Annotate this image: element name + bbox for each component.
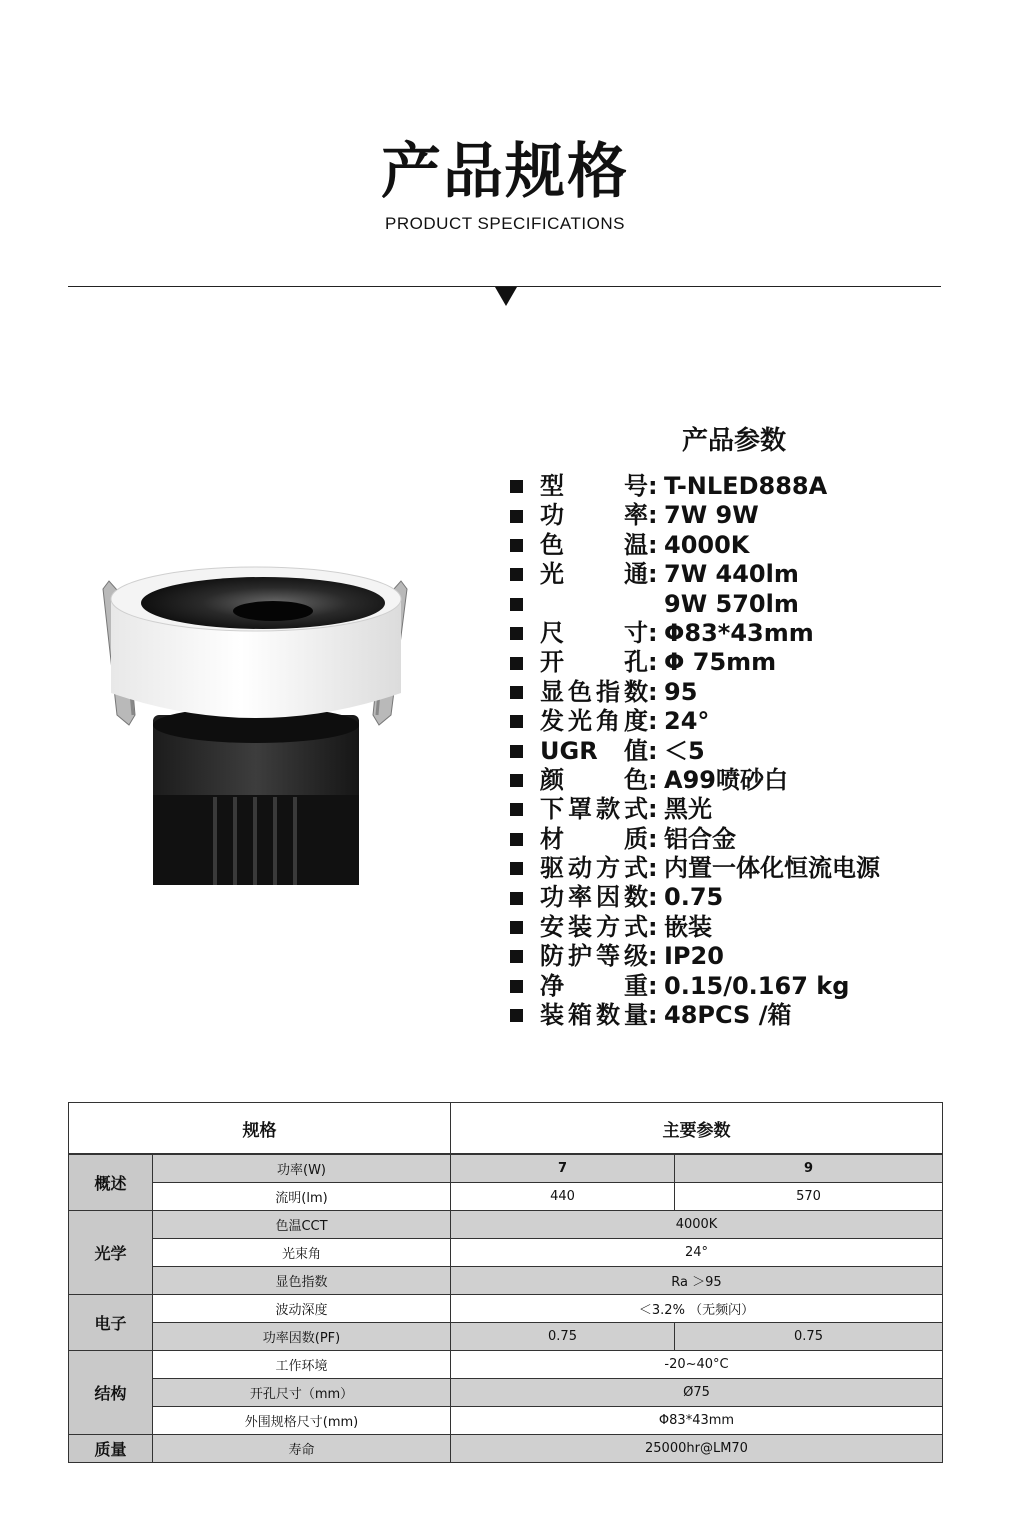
bullet-icon (510, 627, 523, 640)
param-colon: : (648, 765, 658, 794)
param-row (510, 501, 880, 530)
bullet-icon (510, 510, 523, 523)
bullet-icon (510, 745, 523, 758)
param-row (510, 942, 880, 971)
param-value: ＜5 (664, 736, 705, 765)
param-colon: : (648, 530, 658, 559)
table-row (69, 1267, 943, 1295)
param-label: 功率 (540, 501, 648, 530)
param-label: 发光角度 (540, 707, 648, 736)
bullet-icon (510, 774, 523, 787)
param-label: 净重 (540, 971, 648, 1000)
cell-value: 570 (675, 1183, 943, 1211)
param-value: 0.15/0.167 kg (664, 971, 850, 1000)
cell-value: Ra ＞95 (451, 1267, 943, 1295)
param-value: A99喷砂白 (664, 765, 788, 794)
param-row (510, 766, 880, 795)
param-label: 型号 (540, 472, 648, 500)
param-value: 48PCS /箱 (664, 1001, 792, 1030)
row-label: 功率(W) (153, 1154, 451, 1183)
param-row (510, 883, 880, 912)
table-row (69, 1407, 943, 1435)
table-row (69, 1183, 943, 1211)
row-label: 波动深度 (153, 1295, 451, 1323)
header-main-params: 主要参数 (451, 1103, 943, 1155)
group-quality: 质量 (69, 1435, 153, 1463)
param-colon: : (648, 971, 658, 1000)
page-subtitle: PRODUCT SPECIFICATIONS (385, 214, 625, 233)
params-list (510, 472, 880, 1030)
bullet-icon (510, 568, 523, 581)
row-label: 流明(lm) (153, 1183, 451, 1211)
param-colon: : (648, 736, 658, 765)
param-value: 9W 570lm (664, 589, 799, 618)
param-label: 下罩款式 (540, 795, 648, 824)
param-colon: : (648, 501, 658, 530)
bullet-icon (510, 686, 523, 699)
table-row (69, 1435, 943, 1463)
param-label: 开孔 (540, 648, 648, 677)
param-colon: : (648, 677, 658, 706)
row-label: 工作环境 (153, 1351, 451, 1379)
param-value: 内置一体化恒流电源 (664, 854, 880, 883)
bullet-icon (510, 833, 523, 846)
param-value: 铝合金 (664, 824, 736, 853)
row-label: 开孔尺寸（mm） (153, 1379, 451, 1407)
bullet-icon (510, 950, 523, 963)
cell-value: Φ83*43mm (451, 1407, 943, 1435)
param-colon: : (648, 795, 658, 824)
group-structure: 结构 (69, 1351, 153, 1435)
param-colon: : (648, 707, 658, 736)
param-label: 防护等级 (540, 942, 648, 971)
params-title: 产品参数 (682, 426, 787, 456)
divider-arrow-icon (495, 287, 517, 306)
row-label: 功率因数(PF) (153, 1323, 451, 1351)
param-colon: : (648, 1001, 658, 1030)
param-value: Φ83*43mm (664, 618, 814, 647)
row-label: 显色指数 (153, 1267, 451, 1295)
cell-value: 24° (451, 1239, 943, 1267)
param-colon: : (648, 854, 658, 883)
param-value: 95 (664, 677, 698, 706)
param-row (510, 1001, 880, 1030)
bullet-icon (510, 657, 523, 670)
param-value: 0.75 (664, 883, 724, 912)
bullet-icon (510, 539, 523, 552)
bullet-icon (510, 862, 523, 875)
param-value: 7W 440lm (664, 560, 799, 589)
cell-value: 9 (675, 1154, 943, 1183)
param-colon: : (648, 942, 658, 971)
param-colon: : (648, 560, 658, 589)
cell-value: 0.75 (675, 1323, 943, 1351)
param-value: 嵌装 (664, 912, 712, 941)
param-label: UGR 值 (540, 736, 648, 765)
header-spec: 规格 (69, 1103, 451, 1155)
cell-value: 0.75 (451, 1323, 675, 1351)
table-header-row (69, 1103, 943, 1155)
param-colon: : (648, 912, 658, 941)
param-label: 安装方式 (540, 912, 648, 941)
param-row (510, 619, 880, 648)
group-overview: 概述 (69, 1154, 153, 1211)
param-value: 黑光 (664, 795, 712, 824)
param-colon: : (648, 618, 658, 647)
group-electronics: 电子 (69, 1295, 153, 1351)
param-row (510, 472, 880, 501)
param-value: 24° (664, 707, 710, 736)
table-row (69, 1154, 943, 1183)
param-row (510, 825, 880, 854)
bullet-icon (510, 598, 523, 611)
row-label: 色温CCT (153, 1211, 451, 1239)
table-row (69, 1239, 943, 1267)
param-colon: : (648, 648, 658, 677)
row-label: 外围规格尺寸(mm) (153, 1407, 451, 1435)
cell-value: -20~40°C (451, 1351, 943, 1379)
row-label: 光束角 (153, 1239, 451, 1267)
spec-table (68, 1102, 943, 1463)
param-row (510, 648, 880, 677)
param-label: 尺寸 (540, 618, 648, 647)
param-row (510, 913, 880, 942)
param-label: 显色指数 (540, 677, 648, 706)
param-label: 驱动方式 (540, 854, 648, 883)
table-row (69, 1295, 943, 1323)
param-row (510, 678, 880, 707)
param-colon: : (648, 883, 658, 912)
bullet-icon (510, 1009, 523, 1022)
cell-value: ＜3.2% （无频闪） (451, 1295, 943, 1323)
param-label: 装箱数量 (540, 1001, 648, 1030)
table-row (69, 1323, 943, 1351)
param-value: 4000K (664, 530, 750, 559)
group-optics: 光学 (69, 1211, 153, 1295)
param-label: 功率因数 (540, 883, 648, 912)
param-row (510, 707, 880, 736)
param-row (510, 795, 880, 824)
downlight-product-image (95, 565, 415, 890)
cell-value: 25000hr@LM70 (451, 1435, 943, 1463)
row-label: 寿命 (153, 1435, 451, 1463)
param-value: Φ 75mm (664, 648, 777, 677)
param-label: 光通 (540, 560, 648, 589)
bullet-icon (510, 980, 523, 993)
cell-value: 4000K (451, 1211, 943, 1239)
page-title: 产品规格 (381, 137, 629, 207)
param-colon: : (648, 472, 658, 500)
param-value: IP20 (664, 942, 724, 971)
param-row (510, 560, 880, 589)
bullet-icon (510, 715, 523, 728)
param-value: T-NLED888A (664, 472, 828, 500)
bullet-icon (510, 803, 523, 816)
bullet-icon (510, 921, 523, 934)
bullet-icon (510, 480, 523, 493)
param-row (510, 972, 880, 1001)
param-colon: : (648, 824, 658, 853)
cell-value: Ø75 (451, 1379, 943, 1407)
param-row (510, 854, 880, 883)
param-label: 颜色 (540, 765, 648, 794)
table-row (69, 1351, 943, 1379)
param-row (510, 531, 880, 560)
cell-value: 7 (451, 1154, 675, 1183)
cell-value: 440 (451, 1183, 675, 1211)
table-row (69, 1211, 943, 1239)
param-row (510, 737, 880, 766)
param-label: 色温 (540, 530, 648, 559)
table-row (69, 1379, 943, 1407)
param-label: 材质 (540, 824, 648, 853)
param-value: 7W 9W (664, 501, 759, 530)
bullet-icon (510, 892, 523, 905)
param-row (510, 590, 880, 619)
